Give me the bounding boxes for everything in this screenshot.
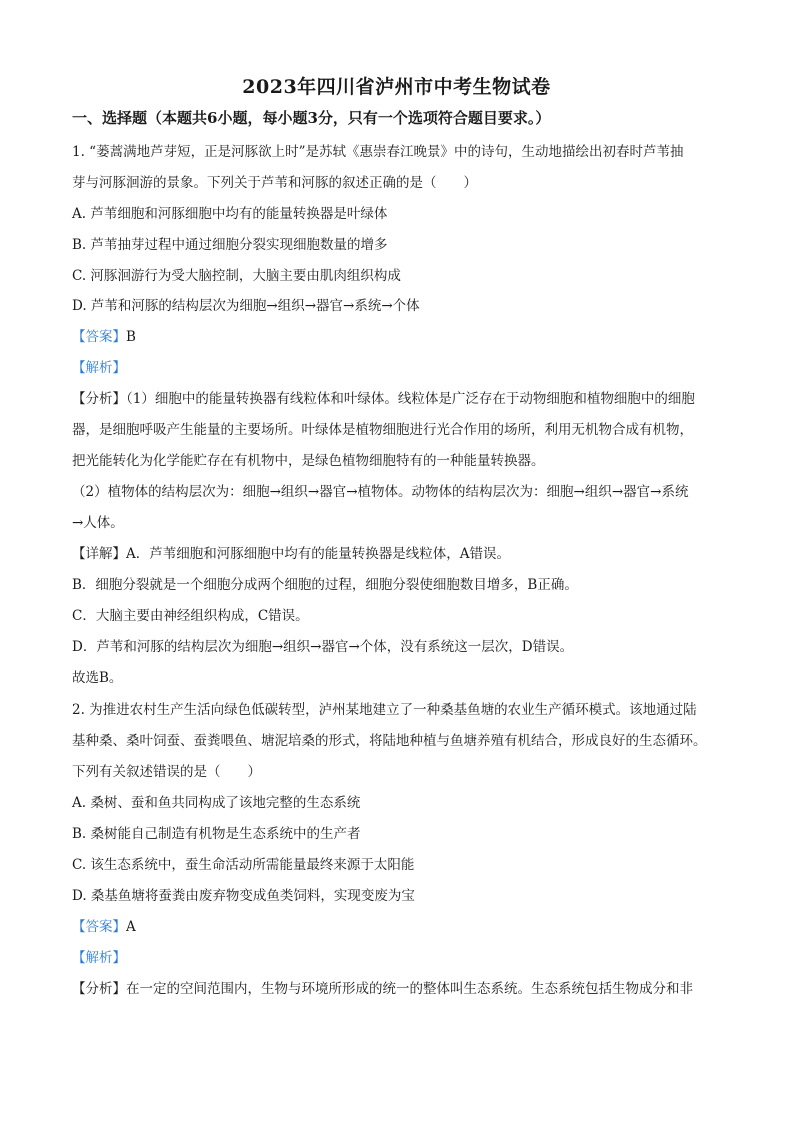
section-heading: 一、选择题（本题共6小题，每小题3分，只有一个选项符合题目要求。） bbox=[72, 109, 551, 127]
detail-line: C．大脑主要由神经组织构成，C错误。 bbox=[72, 608, 309, 624]
detail-line: 【详解】A．芦苇细胞和河豚细胞中均有的能量转换器是线粒体，A错误。 bbox=[72, 546, 510, 562]
answer-1 bbox=[72, 328, 136, 346]
question-2-option-d: D. 桑基鱼塘将蚕粪由废弃物变成鱼类饲料，实现变废为宝 bbox=[72, 888, 415, 904]
answer-tag: 【答案】 bbox=[72, 919, 126, 935]
analysis-tag: 【解析】 bbox=[72, 950, 126, 966]
question-1-option-a: A. 芦苇细胞和河豚细胞中均有的能量转换器是叶绿体 bbox=[72, 206, 388, 222]
answer-value: A bbox=[126, 919, 136, 935]
answer-value: B bbox=[126, 329, 136, 345]
question-2-stem-line-3: 下列有关叙述错误的是（ ） bbox=[72, 764, 261, 780]
analysis-tag: 【解析】 bbox=[72, 360, 126, 376]
conclusion-line: 故选B。 bbox=[72, 670, 123, 686]
question-2-option-c: C. 该生态系统中，蚕生命活动所需能量最终来源于太阳能 bbox=[72, 857, 415, 873]
analysis-line: 【分析】（1）细胞中的能量转换器有线粒体和叶绿体。线粒体是广泛存在于动物细胞和植物细胞中的细胞 bbox=[72, 391, 695, 407]
answer-tag: 【答案】 bbox=[72, 329, 126, 345]
question-2-stem-line-2: 基种桑、桑叶饲蚕、蚕粪喂鱼、塘泥培桑的形式，将陆地种植与鱼塘养殖有机结合，形成良好的生态循环。 bbox=[72, 733, 707, 749]
question-2-stem-line-1: 2. 为推进农村生产生活向绿色低碳转型，泸州某地建立了一种桑基鱼塘的农业生产循环模式。该地通过陆 bbox=[72, 702, 697, 718]
analysis-line: 把光能转化为化学能贮存在有机物中，是绿色植物细胞特有的一种能量转换器。 bbox=[72, 453, 545, 469]
detail-line: D．芦苇和河豚的结构层次为细胞→组织→器官→个体，没有系统这一层次，D错误。 bbox=[72, 639, 574, 655]
question-2-option-b: B. 桑树能自己制造有机物是生态系统中的生产者 bbox=[72, 826, 361, 842]
detail-line: B．细胞分裂就是一个细胞分成两个细胞的过程，细胞分裂使细胞数目增多，B正确。 bbox=[72, 577, 578, 593]
question-1-option-b: B. 芦苇抽芽过程中通过细胞分裂实现细胞数量的增多 bbox=[72, 237, 388, 253]
analysis-line: （2）植物体的结构层次为：细胞→组织→器官→植物体。动物体的结构层次为：细胞→组织→器官→系统 bbox=[72, 484, 689, 500]
page-title: 2023年四川省泸州市中考生物试卷 bbox=[242, 76, 551, 98]
question-1-stem-line-2: 芽与河豚洄游的景象。下列关于芦苇和河豚的叙述正确的是（ ） bbox=[72, 175, 477, 191]
question-1-option-d: D. 芦苇和河豚的结构层次为细胞→组织→器官→系统→个体 bbox=[72, 298, 420, 314]
analysis-line: →人体。 bbox=[72, 515, 124, 531]
question-1-stem-line-1: 1. “蒌蒿满地芦芽短，正是河豚欲上时”是苏轼《惠崇春江晚景》中的诗句，生动地描绘出初春时芦苇抽 bbox=[72, 144, 684, 160]
analysis-line: 【分析】在一定的空间范围内，生物与环境所形成的统一的整体叫生态系统。生态系统包括生物成分和非 bbox=[72, 981, 693, 997]
answer-2 bbox=[72, 918, 136, 936]
question-1-option-c: C. 河豚洄游行为受大脑控制，大脑主要由肌肉组织构成 bbox=[72, 268, 401, 284]
analysis-line: 器，是细胞呼吸产生能量的主要场所。叶绿体是植物细胞进行光合作用的场所，利用无机物合成有机物， bbox=[72, 422, 693, 438]
question-2-option-a: A. 桑树、蚕和鱼共同构成了该地完整的生态系统 bbox=[72, 795, 361, 811]
